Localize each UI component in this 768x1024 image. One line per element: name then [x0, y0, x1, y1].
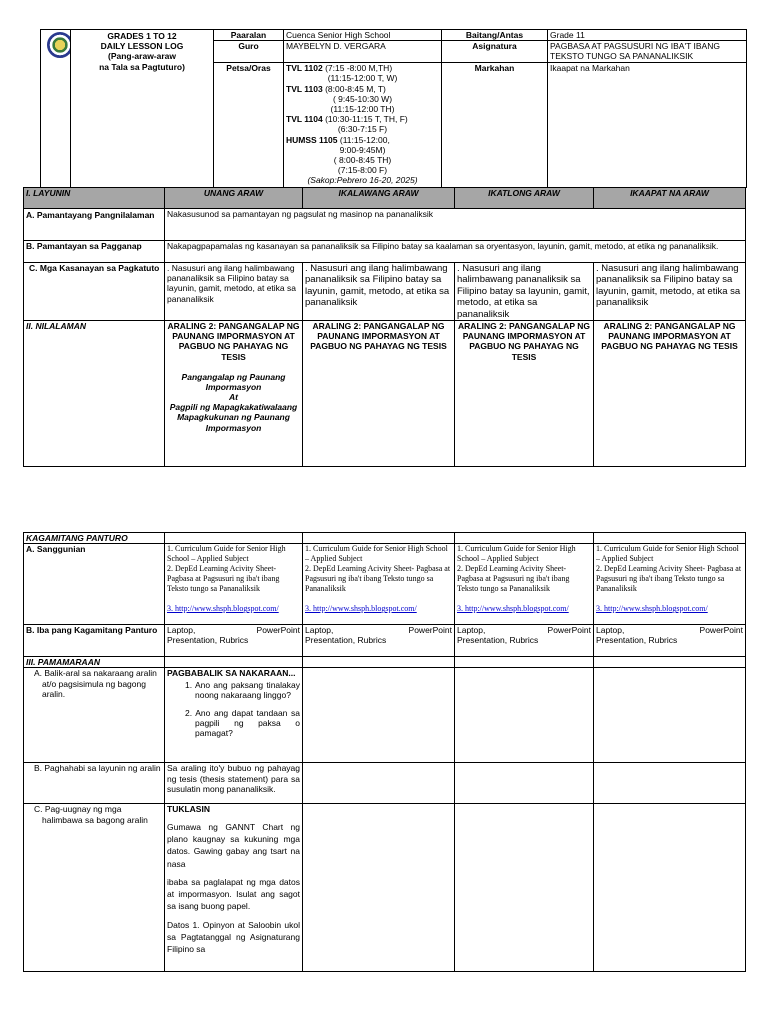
iba-day-4: Laptop, PowerPoint Presentation, Rubrics — [594, 625, 746, 657]
step-a-label: A. Balik-aral sa nakaraang aralin at/o pagsisimula ng bagong aralin. — [24, 668, 165, 763]
step-c-paragraph-3: Datos 1. Opinyon at Saloobin ukol sa Pagtatanggal ng Asignaturang Filipino sa — [167, 919, 300, 955]
kasanayan-day-1: . Nasusuri ang ilang halimbawang pananaliksik sa Filipino batay sa layunin, gamit, metodo, at etika sa pananaliksik — [165, 263, 303, 321]
objectives-table — [23, 187, 746, 467]
step-a-questions: 1. Ano ang paksang tinalakay noong nakaraang linggo? 2. Ano ang dapat tandaan sa pagpili ng paksa o pamagat? — [185, 679, 300, 739]
blog-link[interactable]: 3. http://www.shsph.blogspot.com/ — [596, 604, 708, 614]
log-title — [71, 30, 214, 188]
title-line-2: DAILY LESSON LOG — [100, 41, 184, 52]
sanggunian-day-2: 1. Curriculum Guide for Senior High School – Applied Subject 2. DepEd Learning Acivity Sheet- Pagbasa at Pagsusuri ng iba't ibang Teksto tungo sa Pananaliksik 3. http://www.shsph.blogspot.com/ — [303, 544, 455, 625]
day-heading-2: IKALAWANG ARAW — [303, 188, 455, 209]
kasanayan-label: C. Mga Kasanayan sa Pagkatuto — [24, 263, 165, 321]
sanggunian-day-3: 1. Curriculum Guide for Senior High School – Applied Subject 2. DepEd Learning Acivity Sheet- Pagbasa at Pagsusuri ng iba't ibang Teksto tungo sa Pananaliksik 3. http://www.shsph.blogspot.com/ — [455, 544, 594, 625]
day-heading-1: UNANG ARAW — [165, 188, 303, 209]
sakop-text: (Sakop:Pebrero 16-20, 2025) — [307, 175, 418, 186]
pamamaraan-heading: III. PAMAMARAAN — [24, 657, 165, 668]
blog-link[interactable]: 3. http://www.shsph.blogspot.com/ — [457, 604, 569, 614]
pagganap-label: B. Pamantayan sa Pagganap — [24, 241, 165, 263]
schedule-line: (7:15-8:00 F) — [337, 165, 388, 176]
schedule-line: TVL 1102 (7:15 -8:00 M,TH) — [286, 63, 393, 74]
pamantayang-label: A. Pamantayang Pangnilalaman — [24, 209, 165, 241]
step-c-paragraph-2: ibaba sa paglalapat ng mga datos at impormasyon. Isulat ang sagot sa isang buong papel. — [167, 876, 300, 912]
step-a-heading: PAGBABALIK SA NAKARAAN... — [167, 668, 296, 679]
pamantayang-value: Nakasusunod sa pamantayan ng pagsulat ng masinop na pananaliksik — [165, 209, 746, 241]
paaralan-label: Paaralan — [214, 30, 284, 41]
title-line-1: GRADES 1 TO 12 — [107, 31, 177, 41]
asignatura-label: Asignatura — [442, 41, 548, 63]
kasanayan-day-4: . Nasusuri ang ilang halimbawang pananaliksik sa Filipino batay sa layunin, gamit, metodo, at etika sa pananaliksik — [594, 263, 746, 321]
iba-day-1: Laptop, PowerPoint Presentation, Rubrics — [165, 625, 303, 657]
procedure-table — [23, 532, 746, 972]
paaralan-value: Cuenca Senior High School — [284, 30, 442, 41]
step-a-content — [165, 668, 303, 763]
title-line-4: na Tala sa Pagtuturo) — [99, 61, 185, 72]
aralin-day-1-at: At — [229, 392, 238, 403]
schedule-line: HUMSS 1105 (11:15-12:00, — [286, 134, 390, 145]
baitang-label: Baitang/Antas — [442, 30, 548, 41]
step-c-content — [165, 804, 303, 972]
sanggunian-day-1: 1. Curriculum Guide for Senior High School – Applied Subject 2. DepEd Learning Acivity Sheet- Pagbasa at Pagsusuri ng iba't ibang Teksto tungo sa Pananaliksik 3. http://www.shsph.blogspot.com/ — [165, 544, 303, 625]
step-c-heading: TUKLASIN — [167, 804, 210, 815]
iba-day-3: Laptop, PowerPoint Presentation, Rubrics — [455, 625, 594, 657]
kagamitan-heading: KAGAMITANG PANTURO — [24, 533, 165, 544]
aralin-day-3: ARALING 2: PANGANGALAP NG PAUNANG IMPORMASYON AT PAGBUO NG PAHAYAG NG TESIS — [455, 320, 594, 466]
step-b-label: B. Paghahabi sa layunin ng aralin — [24, 763, 165, 804]
markahan-label: Markahan — [442, 63, 548, 188]
sanggunian-day-4: 1. Curriculum Guide for Senior High School – Applied Subject 2. DepEd Learning Acivity Sheet- Pagbasa at Pagsusuri ng iba't ibang Teksto tungo sa Pananaliksik 3. http://www.shsph.blogspot.com/ — [594, 544, 746, 625]
sanggunian-label: A. Sanggunian — [24, 544, 165, 625]
deped-seal-cell — [41, 30, 71, 188]
step-c-paragraph-1: Gumawa ng GANNT Chart ng plano kaugnay sa kukuning mga datos. Gawing gabay ang tsart na nasa — [167, 821, 300, 869]
pagganap-value: Nakapagpapamalas ng kasanayan sa pananaliksik sa Filipino batay sa kaalaman sa oryentasyon, layunin, gamit, metodo, at etika ng pananaliksik. — [165, 241, 746, 263]
step-c-label: C. Pag-uugnay ng mga halimbawa sa bagong aralin — [24, 804, 165, 972]
schedule-line: (11:15-12:00 T, W) — [327, 73, 398, 84]
day-heading-3: IKATLONG ARAW — [455, 188, 594, 209]
petsa-label: Petsa/Oras — [214, 63, 284, 188]
markahan-value: Ikaapat na Markahan — [548, 63, 747, 188]
iba-label: B. Iba pang Kagamitang Panturo — [24, 625, 165, 657]
blog-link[interactable]: 3. http://www.shsph.blogspot.com/ — [305, 604, 417, 614]
step-b-content: Sa araling ito'y bubuo ng pahayag ng tesis (thesis statement) para sa susulatin mong pananaliksik. — [165, 763, 303, 804]
aralin-day-1 — [165, 320, 303, 466]
iba-day-2: Laptop, PowerPoint Presentation, Rubrics — [303, 625, 455, 657]
schedule-line: TVL 1104 (10:30-11:15 T, TH, F) — [286, 114, 408, 125]
guro-label: Guro — [214, 41, 284, 63]
blog-link[interactable]: 3. http://www.shsph.blogspot.com/ — [167, 604, 279, 614]
schedule-line: ( 9:45-10:30 W) — [332, 93, 393, 104]
header-table — [40, 29, 747, 188]
deped-seal-icon — [47, 32, 71, 58]
schedule-line: 9:00-9:45M) — [339, 144, 386, 155]
schedule-cell — [284, 63, 442, 188]
aralin-day-1-title: ARALING 2: PANGANGALAP NG PAUNANG IMPORMASYON AT PAGBUO NG PAHAYAG NG TESIS — [167, 320, 300, 362]
schedule-line: TVL 1103 (8:00-8:45 M, T) — [286, 83, 386, 94]
aralin-day-1-sub2: Pagpili ng Mapagkakatiwalaang Mapagkukunan ng Paunang Impormasyon — [169, 402, 298, 433]
asignatura-value: PAGBASA AT PAGSUSURI NG IBA'T IBANG TEKSTO TUNGO SA PANANALIKSIK — [548, 41, 747, 63]
baitang-value: Grade 11 — [548, 30, 747, 41]
layunin-heading: I. LAYUNIN — [24, 188, 165, 209]
aralin-day-2: ARALING 2: PANGANGALAP NG PAUNANG IMPORMASYON AT PAGBUO NG PAHAYAG NG TESIS — [303, 320, 455, 466]
schedule-line: (6:30-7:15 F) — [337, 124, 388, 135]
guro-value: MAYBELYN D. VERGARA — [284, 41, 442, 63]
kasanayan-day-3: . Nasusuri ang ilang halimbawang pananaliksik sa Filipino batay sa layunin, gamit, metodo, at etika sa pananaliksik — [455, 263, 594, 321]
aralin-day-1-sub1: Pangangalap ng Paunang Impormasyon — [181, 371, 286, 392]
schedule-line: (11:15-12:00 TH) — [330, 103, 395, 114]
kasanayan-day-2: . Nasusuri ang ilang halimbawang pananaliksik sa Filipino batay sa layunin, gamit, metodo, at etika sa pananaliksik — [303, 263, 455, 321]
schedule-line: ( 8:00-8:45 TH) — [333, 154, 392, 165]
title-line-3: (Pang-araw-araw — [107, 51, 177, 62]
aralin-day-4: ARALING 2: PANGANGALAP NG PAUNANG IMPORMASYON AT PAGBUO NG PAHAYAG NG TESIS — [594, 320, 746, 466]
day-heading-4: IKAAPAT NA ARAW — [594, 188, 746, 209]
nilalaman-label: II. NILALAMAN — [24, 320, 165, 466]
